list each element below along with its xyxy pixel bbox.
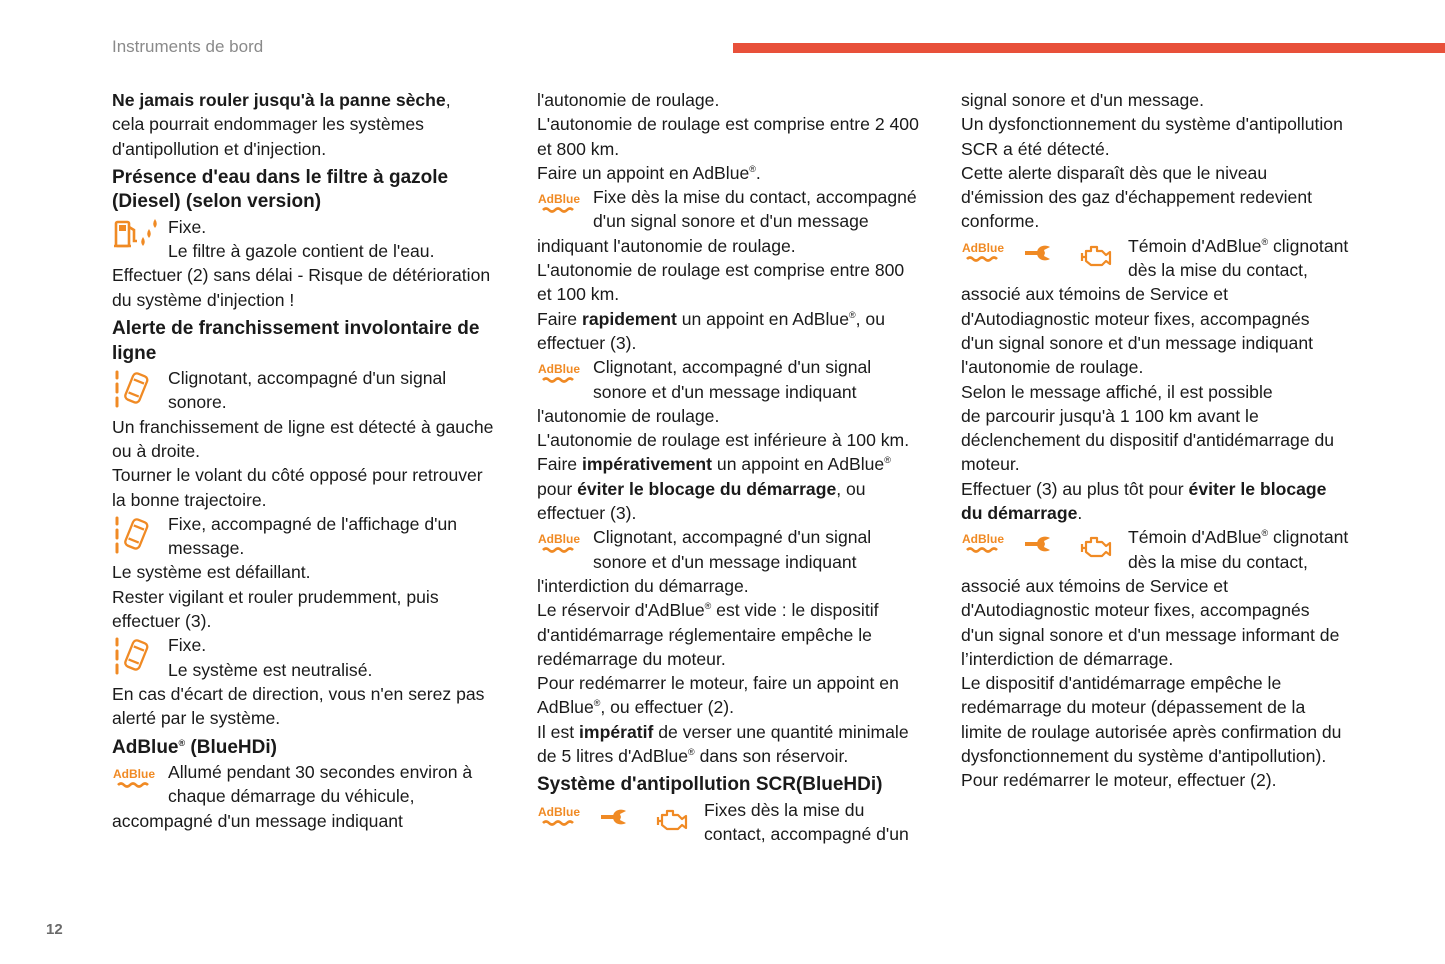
paragraph: du démarrage.	[961, 503, 1083, 524]
paragraph: Fixes dès la mise du	[704, 799, 865, 820]
warning-adblue-service-range	[961, 234, 1366, 283]
lane-departure-icon	[112, 635, 152, 679]
paragraph: Effectuer (3) au plus tôt pour éviter le blocage	[961, 478, 1327, 499]
paragraph: Le dispositif d'antidémarrage empêche le	[961, 673, 1282, 694]
svg-text:AdBlue: AdBlue	[962, 532, 1004, 547]
paragraph: d'un signal sonore et d'un message informant de	[961, 624, 1340, 645]
paragraph: effectuer (3).	[537, 332, 637, 353]
adblue-icon	[112, 767, 156, 791]
paragraph: moteur.	[961, 454, 1020, 475]
paragraph: SCR a été détecté.	[961, 138, 1110, 159]
paragraph: l'interdiction du démarrage.	[537, 575, 749, 596]
paragraph: sonore et d'un message indiquant	[593, 381, 857, 402]
paragraph: Tourner le volant du côté opposé pour retrouver	[112, 465, 483, 486]
paragraph: redémarrage du moteur.	[537, 648, 726, 669]
column-left	[112, 88, 512, 833]
paragraph: Clignotant, accompagné d'un signal	[168, 368, 447, 389]
paragraph: Il est impératif de verser une quantité minimale	[537, 721, 909, 742]
paragraph: cela pourrait endommager les systèmes	[112, 114, 424, 135]
svg-text:AdBlue: AdBlue	[538, 804, 580, 819]
paragraph: dès la mise du contact,	[1128, 551, 1308, 572]
paragraph: limite de roulage autorisée après confirmation du	[961, 721, 1342, 742]
adblue-icon	[537, 532, 581, 556]
paragraph: L'autonomie de roulage est inférieure à 100 km.	[537, 430, 910, 451]
paragraph: d'antidémarrage réglementaire empêche le	[537, 624, 872, 645]
paragraph: Clignotant, accompagné d'un signal	[593, 527, 872, 548]
paragraph: Pour redémarrer le moteur, effectuer (2).	[961, 770, 1277, 791]
svg-text:AdBlue: AdBlue	[538, 192, 580, 207]
paragraph: Le réservoir d'AdBlue® est vide : le dispositif	[537, 600, 879, 621]
paragraph: d'antipollution et d'injection.	[112, 138, 327, 159]
warning-adblue-service-start-ban	[961, 525, 1366, 574]
lane-departure-icon	[112, 514, 152, 558]
paragraph: Clignotant, accompagné d'un signal	[593, 357, 872, 378]
paragraph: associé aux témoins de Service et	[961, 575, 1228, 596]
paragraph: l'autonomie de roulage.	[537, 90, 720, 110]
engine-diagnostic-icon	[1079, 532, 1115, 562]
paragraph: dès la mise du contact,	[1128, 260, 1308, 281]
heading-water-in-diesel: Présence d'eau dans le filtre à gazole (Diesel) (selon version)	[112, 166, 449, 213]
warning-adblue-flashing-start-ban	[537, 525, 942, 574]
paragraph: Cette alerte disparaît dès que le niveau	[961, 162, 1268, 183]
paragraph: de parcourir jusqu'à 1 100 km avant le	[961, 405, 1259, 426]
paragraph: l’interdiction de démarrage.	[961, 648, 1174, 669]
paragraph: Allumé pendant 30 secondes environ à	[168, 762, 473, 783]
paragraph: indiquant l'autonomie de roulage.	[537, 235, 796, 256]
paragraph: d'émission des gaz d'échappement redevient	[961, 187, 1312, 208]
paragraph: Selon le message affiché, il est possible	[961, 381, 1273, 402]
paragraph: message.	[168, 538, 245, 559]
paragraph: d'un signal sonore et d'un message indiquant	[961, 332, 1313, 353]
paragraph: Fixe.	[168, 635, 207, 656]
svg-text:AdBlue: AdBlue	[962, 240, 1004, 255]
service-wrench-icon	[599, 805, 633, 829]
paragraph: ou à droite.	[112, 440, 201, 461]
adblue-icon	[961, 241, 1005, 265]
warning-lane-neutralised	[112, 633, 512, 682]
lane-departure-icon	[112, 368, 152, 412]
paragraph: conforme.	[961, 211, 1040, 232]
paragraph: sonore et d'un message indiquant	[593, 551, 857, 572]
paragraph: déclenchement du dispositif d'antidémarrage du	[961, 430, 1335, 451]
paragraph: chaque démarrage du véhicule,	[168, 786, 415, 807]
engine-diagnostic-icon	[1079, 241, 1115, 271]
paragraph: dysfonctionnement du système d'antipollution).	[961, 746, 1327, 767]
paragraph: L'autonomie de roulage est comprise entre 2 400	[537, 114, 919, 135]
column-middle	[537, 88, 942, 846]
warning-lane-flashing	[112, 366, 512, 415]
paragraph: contact, accompagné d'un	[704, 824, 909, 845]
paragraph: L'autonomie de roulage est comprise entre 800	[537, 260, 905, 281]
paragraph: Le filtre à gazole contient de l'eau.	[168, 241, 435, 262]
paragraph: Rester vigilant et rouler prudemment, puis	[112, 586, 439, 607]
warning-water-fixed	[112, 215, 512, 264]
warning-adblue-flashing-range	[537, 355, 942, 404]
paragraph: Témoin d'AdBlue® clignotant	[1128, 527, 1349, 548]
header-accent-bar	[733, 43, 1445, 53]
service-wrench-icon	[1023, 532, 1057, 556]
paragraph: alerté par le système.	[112, 708, 281, 729]
paragraph: d'un signal sonore et d'un message	[593, 211, 869, 232]
paragraph: d'Autodiagnostic moteur fixes, accompagnés	[961, 600, 1310, 621]
paragraph: du système d'injection !	[112, 289, 295, 310]
paragraph: Témoin d'AdBlue® clignotant	[1128, 235, 1349, 256]
paragraph: En cas d'écart de direction, vous n'en serez pas	[112, 683, 485, 704]
paragraph: Le système est défaillant.	[112, 562, 311, 583]
paragraph: la bonne trajectoire.	[112, 489, 267, 510]
warning-lane-fixed-message	[112, 512, 512, 561]
paragraph: effectuer (3).	[537, 503, 637, 524]
column-right	[961, 88, 1366, 793]
paragraph: l'autonomie de roulage.	[961, 357, 1144, 378]
paragraph: Fixe.	[168, 216, 207, 237]
adblue-icon	[537, 192, 581, 216]
paragraph: effectuer (3).	[112, 611, 212, 632]
engine-diagnostic-icon	[655, 805, 691, 835]
adblue-icon	[961, 532, 1005, 556]
svg-text:AdBlue: AdBlue	[538, 532, 580, 547]
heading-scr: Système d'antipollution SCR(BlueHDi)	[537, 774, 883, 796]
paragraph: Le système est neutralisé.	[168, 659, 373, 680]
page-number: 12	[46, 921, 63, 938]
paragraph: sonore.	[168, 392, 227, 413]
water-in-fuel-icon	[112, 215, 160, 255]
paragraph: l'autonomie de roulage.	[537, 405, 720, 426]
paragraph: signal sonore et d'un message.	[961, 90, 1204, 110]
svg-text:AdBlue: AdBlue	[538, 362, 580, 377]
paragraph: Effectuer (2) sans délai - Risque de détérioration	[112, 265, 491, 286]
page-section-title: Instruments de bord	[112, 37, 264, 56]
paragraph: Ne jamais rouler jusqu'à la panne sèche,	[112, 90, 451, 110]
paragraph: Faire un appoint en AdBlue®.	[537, 162, 761, 183]
paragraph: pour éviter le blocage du démarrage, ou	[537, 478, 866, 499]
paragraph: Fixe dès la mise du contact, accompagné	[593, 187, 917, 208]
paragraph: associé aux témoins de Service et	[961, 284, 1228, 305]
paragraph: AdBlue®, ou effectuer (2).	[537, 697, 735, 718]
paragraph: d'Autodiagnostic moteur fixes, accompagnés	[961, 308, 1310, 329]
paragraph: Pour redémarrer le moteur, faire un appoint en	[537, 673, 899, 694]
paragraph: Un franchissement de ligne est détecté à gauche	[112, 416, 494, 437]
warning-adblue-30s	[112, 760, 512, 809]
paragraph: et 100 km.	[537, 284, 620, 305]
paragraph: Fixe, accompagné de l'affichage d'un	[168, 513, 458, 534]
heading-adblue: AdBlue® (BlueHDi)	[112, 736, 277, 758]
paragraph: accompagné d'un message indiquant	[112, 810, 403, 831]
paragraph: redémarrage du moteur (dépassement de la	[961, 697, 1306, 718]
paragraph: et 800 km.	[537, 138, 620, 159]
adblue-icon	[537, 362, 581, 386]
paragraph: Un dysfonctionnement du système d'antipollution	[961, 114, 1343, 135]
paragraph: de 5 litres d'AdBlue® dans son réservoir.	[537, 746, 849, 767]
svg-text:AdBlue: AdBlue	[113, 767, 155, 782]
service-wrench-icon	[1023, 241, 1057, 265]
paragraph: Faire impérativement un appoint en AdBlue®	[537, 454, 891, 475]
paragraph: Faire rapidement un appoint en AdBlue®, ou	[537, 308, 886, 329]
warning-scr-fixed	[537, 798, 942, 847]
warning-adblue-fixed	[537, 185, 942, 234]
adblue-icon	[537, 805, 581, 829]
heading-lane-departure: Alerte de franchissement involontaire de ligne	[112, 318, 480, 364]
